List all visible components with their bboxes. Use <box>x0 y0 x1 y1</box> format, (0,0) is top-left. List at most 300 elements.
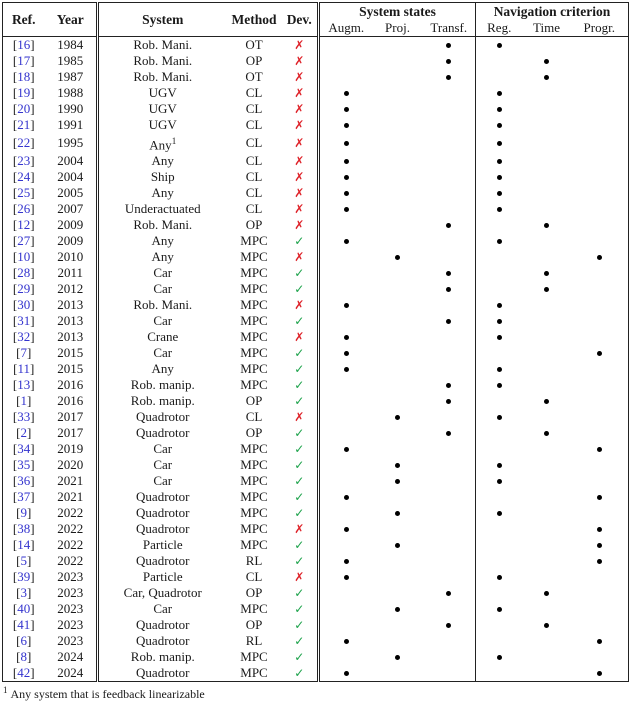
table-row <box>3 169 629 185</box>
dot-marker <box>597 671 602 676</box>
system-cell: Car <box>153 281 173 297</box>
state-dot-cell <box>319 217 373 233</box>
state-dot-cell <box>423 409 476 425</box>
dot-marker <box>497 575 502 580</box>
state-dot-cell <box>373 665 423 682</box>
year-cell: 2023 <box>45 601 98 617</box>
dot-marker <box>497 191 502 196</box>
criterion-dot-cell <box>571 233 629 249</box>
dot-marker <box>344 495 349 500</box>
criterion-dot-cell <box>476 53 523 69</box>
dot-marker <box>597 559 602 564</box>
ref-citation-link[interactable]: [27] <box>12 233 35 249</box>
year-cell: 2022 <box>45 521 98 537</box>
dev-cell <box>282 169 319 185</box>
ref-citation-link[interactable]: [20] <box>12 101 35 116</box>
ref-citation-link[interactable]: [8] <box>16 649 32 665</box>
dot-marker <box>344 159 349 164</box>
dot-marker <box>497 511 502 516</box>
dot-marker <box>395 655 400 660</box>
dot-marker <box>344 351 349 356</box>
cross-icon: ✗ <box>294 54 305 68</box>
state-dot-cell <box>423 217 476 233</box>
dev-cell <box>282 457 319 473</box>
criterion-dot-cell <box>476 313 523 329</box>
dot-marker <box>446 223 451 228</box>
system-cell: Car <box>153 473 173 489</box>
table-row <box>3 133 629 153</box>
state-dot-cell <box>423 329 476 345</box>
state-dot-cell <box>373 409 423 425</box>
state-dot-cell <box>423 569 476 585</box>
criterion-dot-cell <box>571 553 629 569</box>
check-icon: ✓ <box>294 378 305 393</box>
year-cell: 2017 <box>45 425 98 441</box>
state-dot-cell <box>423 281 476 297</box>
dot-marker <box>344 335 349 340</box>
state-dot-cell <box>423 313 476 329</box>
year-cell: 2023 <box>45 633 98 649</box>
dev-cell <box>282 409 319 425</box>
criterion-dot-cell <box>571 473 629 489</box>
state-dot-cell <box>423 585 476 601</box>
criterion-dot-cell <box>523 101 571 117</box>
state-dot-cell <box>319 345 373 361</box>
table-row <box>3 489 629 505</box>
cross-icon: ✗ <box>294 186 305 201</box>
criterion-dot-cell <box>523 457 571 473</box>
system-cell: Car <box>153 457 173 473</box>
state-dot-cell <box>423 169 476 185</box>
dot-marker <box>395 255 400 260</box>
state-dot-cell <box>319 601 373 617</box>
system-cell: UGV <box>148 101 177 116</box>
check-icon: ✓ <box>294 346 305 361</box>
criterion-dot-cell <box>571 37 629 54</box>
dot-marker <box>544 223 549 228</box>
criterion-dot-cell <box>571 117 629 133</box>
dot-marker <box>395 479 400 484</box>
criterion-dot-cell <box>571 217 629 233</box>
table-header <box>3 3 629 37</box>
col-header-system: System <box>142 11 184 27</box>
criterion-dot-cell <box>523 633 571 649</box>
state-dot-cell <box>423 153 476 169</box>
state-dot-cell <box>423 633 476 649</box>
state-dot-cell <box>423 617 476 633</box>
ref-citation-link[interactable]: [18] <box>12 69 35 84</box>
method-cell: MPC <box>240 265 268 281</box>
method-cell: MPC <box>240 297 268 313</box>
state-dot-cell <box>423 185 476 201</box>
method-cell: RL <box>245 633 263 649</box>
footnote-text: Any system that is feedback linearizable <box>10 687 205 702</box>
check-icon: ✓ <box>294 458 305 473</box>
cross-icon: ✗ <box>294 154 305 169</box>
state-dot-cell <box>319 133 373 153</box>
year-cell: 2013 <box>45 313 98 329</box>
ref-citation-link[interactable]: [25] <box>12 185 35 201</box>
cross-icon: ✗ <box>294 170 305 185</box>
dev-cell <box>282 361 319 377</box>
criterion-dot-cell <box>523 505 571 521</box>
ref-citation-link[interactable]: [21] <box>12 117 35 132</box>
ref-citation-link[interactable]: [6] <box>16 633 32 649</box>
dot-marker <box>597 543 602 548</box>
dot-marker <box>344 559 349 564</box>
literature-comparison-table <box>2 2 629 682</box>
state-dot-cell <box>423 601 476 617</box>
state-dot-cell <box>423 425 476 441</box>
table-row <box>3 649 629 665</box>
method-cell: MPC <box>240 537 268 553</box>
ref-citation-link[interactable]: [22] <box>12 135 35 151</box>
year-cell: 2011 <box>45 265 98 281</box>
state-dot-cell <box>319 393 373 409</box>
criterion-dot-cell <box>476 101 523 117</box>
criterion-dot-cell <box>571 281 629 297</box>
check-icon: ✓ <box>294 234 305 249</box>
table-row <box>3 425 629 441</box>
criterion-dot-cell <box>571 441 629 457</box>
method-cell: CL <box>245 153 263 169</box>
state-dot-cell <box>319 425 373 441</box>
state-dot-cell <box>319 665 373 682</box>
state-dot-cell <box>423 117 476 133</box>
state-dot-cell <box>423 473 476 489</box>
state-dot-cell <box>423 521 476 537</box>
dot-marker <box>395 415 400 420</box>
cross-icon: ✗ <box>294 86 305 100</box>
state-dot-cell <box>319 185 373 201</box>
year-cell: 2009 <box>45 217 98 233</box>
state-dot-cell <box>373 649 423 665</box>
year-cell: 2004 <box>45 153 98 169</box>
dot-marker <box>446 287 451 292</box>
criterion-dot-cell <box>523 585 571 601</box>
state-dot-cell <box>319 553 373 569</box>
criterion-dot-cell <box>523 249 571 265</box>
subcol-header-transf: Transf. <box>423 20 476 37</box>
criterion-dot-cell <box>571 537 629 553</box>
criterion-dot-cell <box>571 569 629 585</box>
criterion-dot-cell <box>571 633 629 649</box>
table-row <box>3 69 629 85</box>
ref-citation-link[interactable]: [7] <box>16 345 32 361</box>
ref-citation-link[interactable]: [35] <box>12 457 35 473</box>
criterion-dot-cell <box>523 345 571 361</box>
ref-citation-link[interactable]: [23] <box>12 153 35 169</box>
dot-marker <box>395 511 400 516</box>
dot-marker <box>446 383 451 388</box>
cross-icon: ✗ <box>294 410 305 425</box>
dot-marker <box>597 447 602 452</box>
state-dot-cell <box>319 489 373 505</box>
state-dot-cell <box>373 377 423 393</box>
criterion-dot-cell <box>523 489 571 505</box>
dot-marker <box>446 591 451 596</box>
criterion-dot-cell <box>523 133 571 153</box>
state-dot-cell <box>319 53 373 69</box>
table-row <box>3 409 629 425</box>
dot-marker <box>597 639 602 644</box>
dev-cell <box>282 489 319 505</box>
criterion-dot-cell <box>571 201 629 217</box>
table-row <box>3 665 629 682</box>
method-cell: MPC <box>240 441 268 457</box>
col-header-year: Year <box>45 3 98 37</box>
dot-marker <box>344 239 349 244</box>
method-cell: MPC <box>240 489 268 505</box>
cross-icon: ✗ <box>294 102 305 116</box>
dot-marker <box>344 671 349 676</box>
dot-marker <box>497 107 502 112</box>
ref-citation-link[interactable]: [39] <box>12 569 35 585</box>
year-cell: 2017 <box>45 409 98 425</box>
ref-citation-link[interactable]: [10] <box>12 249 35 265</box>
ref-citation-link[interactable]: [41] <box>12 617 35 633</box>
state-dot-cell <box>423 69 476 85</box>
ref-citation-link[interactable]: [1] <box>16 393 32 409</box>
ref-citation-link[interactable]: [17] <box>12 53 35 68</box>
cross-icon: ✗ <box>294 330 305 345</box>
ref-citation-link[interactable]: [29] <box>12 281 35 297</box>
system-cell: Any <box>151 185 174 201</box>
state-dot-cell <box>373 361 423 377</box>
ref-citation-link[interactable]: [24] <box>12 169 35 185</box>
state-dot-cell <box>373 53 423 69</box>
subcol-header-time: Time <box>533 20 560 35</box>
dot-marker <box>344 303 349 308</box>
method-cell: MPC <box>240 521 268 537</box>
system-cell: Car, Quadrotor <box>123 585 202 601</box>
cross-icon: ✗ <box>294 136 305 151</box>
col-header-dev: Dev. <box>282 3 319 37</box>
ref-citation-link[interactable]: [32] <box>12 329 35 345</box>
criterion-dot-cell <box>571 313 629 329</box>
state-dot-cell <box>319 265 373 281</box>
state-dot-cell <box>319 617 373 633</box>
criterion-dot-cell <box>571 297 629 313</box>
state-dot-cell <box>373 505 423 521</box>
criterion-dot-cell <box>476 569 523 585</box>
dev-cell <box>282 233 319 249</box>
state-dot-cell <box>373 601 423 617</box>
year-cell: 1985 <box>45 53 98 69</box>
criterion-dot-cell <box>476 553 523 569</box>
col-header-ref: Ref. <box>11 11 36 27</box>
year-cell: 2022 <box>45 505 98 521</box>
ref-citation-link[interactable]: [31] <box>12 313 35 329</box>
method-cell: CL <box>245 101 263 116</box>
state-dot-cell <box>373 85 423 101</box>
criterion-dot-cell <box>476 601 523 617</box>
ref-citation-link[interactable]: [33] <box>12 409 35 425</box>
system-cell: Quadrotor <box>136 489 190 505</box>
method-cell: OP <box>245 393 263 409</box>
state-dot-cell <box>319 153 373 169</box>
criterion-dot-cell <box>571 85 629 101</box>
ref-citation-link[interactable]: [40] <box>12 601 35 617</box>
criterion-dot-cell <box>476 249 523 265</box>
method-cell: MPC <box>240 361 268 377</box>
state-dot-cell <box>423 101 476 117</box>
state-dot-cell <box>373 617 423 633</box>
ref-citation-link[interactable]: [26] <box>12 201 35 217</box>
ref-citation-link[interactable]: [2] <box>16 425 32 441</box>
method-cell: CL <box>245 169 263 185</box>
method-cell: CL <box>245 409 263 425</box>
dot-marker <box>497 175 502 180</box>
criterion-dot-cell <box>476 457 523 473</box>
dev-cell <box>282 201 319 217</box>
ref-citation-link[interactable]: [19] <box>12 85 35 100</box>
dot-marker <box>597 495 602 500</box>
criterion-dot-cell <box>571 601 629 617</box>
state-dot-cell <box>319 329 373 345</box>
method-cell: CL <box>245 117 263 132</box>
criterion-dot-cell <box>523 297 571 313</box>
dev-cell <box>282 133 319 153</box>
ref-citation-link[interactable]: [5] <box>16 553 32 569</box>
state-dot-cell <box>423 201 476 217</box>
ref-citation-link[interactable]: [30] <box>12 297 35 313</box>
criterion-dot-cell <box>571 649 629 665</box>
col-header-method: Method <box>231 11 277 27</box>
ref-citation-link[interactable]: [42] <box>12 665 35 681</box>
state-dot-cell <box>373 553 423 569</box>
state-dot-cell <box>423 649 476 665</box>
cross-icon: ✗ <box>294 570 305 585</box>
table-row <box>3 313 629 329</box>
system-footnote-marker: 1 <box>171 136 177 146</box>
criterion-dot-cell <box>523 201 571 217</box>
ref-citation-link[interactable]: [36] <box>12 473 35 489</box>
table-row <box>3 265 629 281</box>
ref-citation-link[interactable]: [12] <box>12 217 35 233</box>
method-cell: CL <box>245 135 263 151</box>
table-row <box>3 601 629 617</box>
table-body <box>3 37 629 682</box>
year-cell: 2016 <box>45 393 98 409</box>
state-dot-cell <box>373 233 423 249</box>
system-cell: Ship <box>150 169 175 185</box>
criterion-dot-cell <box>476 297 523 313</box>
check-icon: ✓ <box>294 282 305 297</box>
criterion-dot-cell <box>523 85 571 101</box>
year-cell: 2013 <box>45 297 98 313</box>
criterion-dot-cell <box>476 665 523 682</box>
state-dot-cell <box>319 169 373 185</box>
table-row <box>3 569 629 585</box>
criterion-dot-cell <box>523 265 571 281</box>
ref-citation-link[interactable]: [28] <box>12 265 35 281</box>
year-cell: 2021 <box>45 473 98 489</box>
dot-marker <box>344 367 349 372</box>
check-icon: ✓ <box>294 394 305 409</box>
ref-citation-link[interactable]: [11] <box>13 361 35 377</box>
state-dot-cell <box>373 441 423 457</box>
criterion-dot-cell <box>523 441 571 457</box>
criterion-dot-cell <box>476 585 523 601</box>
cross-icon: ✗ <box>294 118 305 132</box>
year-cell: 2023 <box>45 585 98 601</box>
criterion-dot-cell <box>523 553 571 569</box>
dev-cell <box>282 281 319 297</box>
criterion-dot-cell <box>476 185 523 201</box>
dot-marker <box>395 543 400 548</box>
dot-marker <box>344 447 349 452</box>
ref-citation-link[interactable]: [13] <box>12 377 35 393</box>
criterion-dot-cell <box>571 409 629 425</box>
criterion-dot-cell <box>523 217 571 233</box>
check-icon: ✓ <box>294 442 305 457</box>
table-row <box>3 249 629 265</box>
subcol-header-reg: Reg. <box>487 20 512 35</box>
ref-citation-link[interactable]: [38] <box>12 521 35 537</box>
system-cell: Car <box>153 345 173 361</box>
criterion-dot-cell <box>523 393 571 409</box>
criterion-dot-cell <box>476 409 523 425</box>
dot-marker <box>497 239 502 244</box>
year-cell: 2019 <box>45 441 98 457</box>
criterion-dot-cell <box>476 133 523 153</box>
dev-cell <box>282 473 319 489</box>
dot-marker <box>344 527 349 532</box>
ref-citation-link[interactable]: [34] <box>12 441 35 457</box>
dev-cell <box>282 117 319 133</box>
criterion-dot-cell <box>523 37 571 54</box>
system-cell: Particle <box>142 537 183 553</box>
state-dot-cell <box>319 537 373 553</box>
dot-marker <box>497 335 502 340</box>
dot-marker <box>497 159 502 164</box>
state-dot-cell <box>423 85 476 101</box>
dot-marker <box>446 59 451 64</box>
state-dot-cell <box>423 133 476 153</box>
state-dot-cell <box>423 361 476 377</box>
ref-citation-link[interactable]: [14] <box>12 537 35 553</box>
ref-citation-link[interactable]: [16] <box>12 37 35 52</box>
ref-citation-link[interactable]: [37] <box>12 489 35 505</box>
dot-marker <box>446 319 451 324</box>
year-cell: 1984 <box>45 37 98 54</box>
state-dot-cell <box>373 69 423 85</box>
cross-icon: ✗ <box>294 218 305 233</box>
table-row <box>3 117 629 133</box>
criterion-dot-cell <box>523 169 571 185</box>
criterion-dot-cell <box>476 217 523 233</box>
dot-marker <box>544 75 549 80</box>
state-dot-cell <box>319 69 373 85</box>
dot-marker <box>497 415 502 420</box>
table-row <box>3 521 629 537</box>
year-cell: 2022 <box>45 553 98 569</box>
state-dot-cell <box>423 345 476 361</box>
ref-citation-link[interactable]: [9] <box>16 505 32 521</box>
dev-cell <box>282 53 319 69</box>
state-dot-cell <box>373 393 423 409</box>
dot-marker <box>344 175 349 180</box>
system-cell: Quadrotor <box>136 425 190 441</box>
dot-marker <box>497 141 502 146</box>
table-row <box>3 37 629 54</box>
criterion-dot-cell <box>571 249 629 265</box>
year-cell: 1991 <box>45 117 98 133</box>
ref-citation-link[interactable]: [3] <box>16 585 32 601</box>
cross-icon: ✗ <box>294 250 305 265</box>
group-header-navigation-criterion: Navigation criterion <box>493 3 611 19</box>
